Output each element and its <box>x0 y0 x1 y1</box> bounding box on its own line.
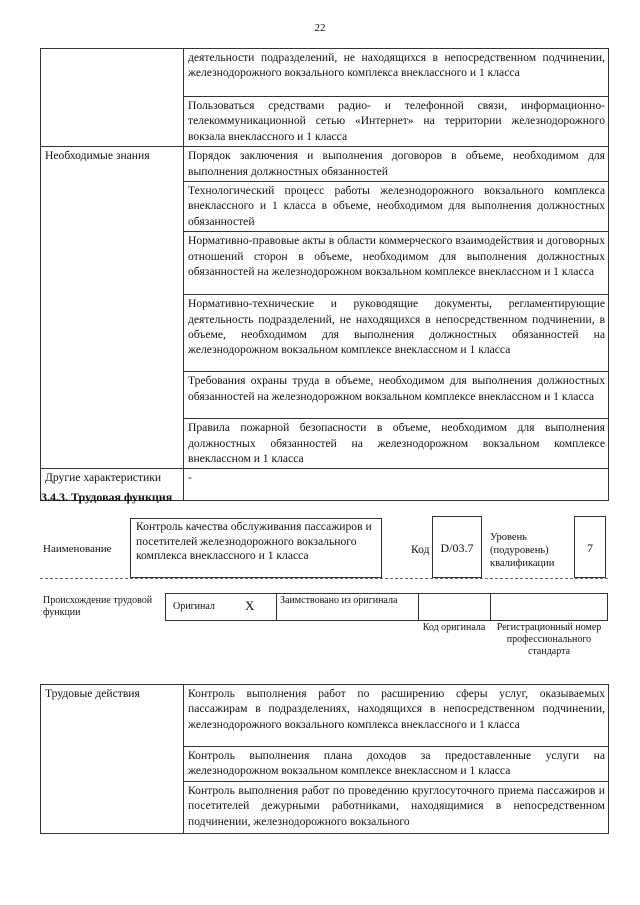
row-label-other: Другие характеристики <box>41 469 184 501</box>
table-cell: Правила пожарной безопасности в объеме, необходимом для выполнения должностных обязанностей на железнодорожном вокзальном комплексе внеклассном и 1 класса <box>184 419 609 469</box>
labor-actions-table <box>40 684 609 834</box>
original-label: Оригинал <box>173 601 215 612</box>
section-title: 3.4.3. Трудовая функция <box>41 490 173 504</box>
table-row <box>41 147 609 182</box>
table-cell: Нормативно-правовые акты в области коммерческого взаимодействия и договорных отношений сторон в объеме, необходимом для выполнения должностных обязанностей на железнодорожном вокзальном комплексе внеклассном и 1 класса <box>184 232 609 295</box>
table-row <box>41 49 609 97</box>
name-label: Наименование <box>43 543 112 555</box>
level-label: Уровень (подуровень) квалификации <box>490 532 555 569</box>
row-label <box>41 49 184 147</box>
borrowed-label: Заимствовано из оригинала <box>280 595 398 606</box>
table-cell: Порядок заключения и выполнения договоров в объеме, необходимом для выполнения должностных обязанностей <box>184 147 609 182</box>
original-mark: X <box>245 598 255 613</box>
table-cell: Нормативно-технические и руководящие документы, регламентирующие деятельность подразделений, не находящихся в непосредственном подчинении, в объеме, необходимом для выполнения должностных обязанностей на железнодорожном вокзальном комплексе внеклассном и 1 класса <box>184 295 609 372</box>
code-value-box: D/03.7 <box>432 516 482 578</box>
reg-number-label: Регистрационный номер профессионального стандарта <box>496 622 602 657</box>
divider <box>276 593 277 621</box>
divider <box>490 593 491 621</box>
skills-knowledge-table <box>40 48 609 501</box>
table-cell: Пользоваться средствами радио- и телефонной связи, информационно-телекоммуникационной сетью «Интернет» на территории железнодорожного вокзала внеклассного и 1 класса <box>184 97 609 147</box>
row-label-knowledge: Необходимые знания <box>41 147 184 469</box>
code-original-label: Код оригинала <box>422 622 486 633</box>
origin-label: Происхождение трудовой функции <box>43 595 153 618</box>
table-cell: деятельности подразделений, не находящихся в непосредственном подчинении, железнодорожного вокзального комплекса внеклассного и 1 класса <box>184 49 609 97</box>
table-cell: Контроль выполнения работ по проведению круглосуточного приема пассажиров и посетителей дежурными работниками, находящимися в непосредственном подчинении, железнодорожного вокзального <box>184 781 609 833</box>
row-label-actions: Трудовые действия <box>41 685 184 834</box>
level-value-box: 7 <box>574 516 606 578</box>
table-cell: - <box>184 469 609 501</box>
table-cell: Контроль выполнения плана доходов за предоставленные услуги на железнодорожном вокзальном комплексе внеклассном и 1 класса <box>184 747 609 782</box>
table-cell: Контроль выполнения работ по расширению сферы услуг, оказываемых пассажирам в подразделениях, находящихся в непосредственном подчинении, железнодорожного вокзального комплекса внеклассного и 1 класса <box>184 685 609 747</box>
page-number: 22 <box>314 22 326 34</box>
divider <box>40 578 608 579</box>
code-label: Код <box>411 543 430 556</box>
table-cell: Технологический процесс работы железнодорожного вокзального комплекса внеклассного и 1 класса в объеме, необходимом для выполнения должностных обязанностей <box>184 182 609 232</box>
divider <box>418 593 419 621</box>
table-cell: Требования охраны труда в объеме, необходимом для выполнения должностных обязанностей на железнодорожном вокзальном комплексе внеклассном и 1 класса <box>184 372 609 419</box>
table-row <box>41 685 609 747</box>
function-name-box: Контроль качества обслуживания пассажиров и посетителей железнодорожного вокзального комплекса внеклассного и 1 класса <box>130 518 382 578</box>
